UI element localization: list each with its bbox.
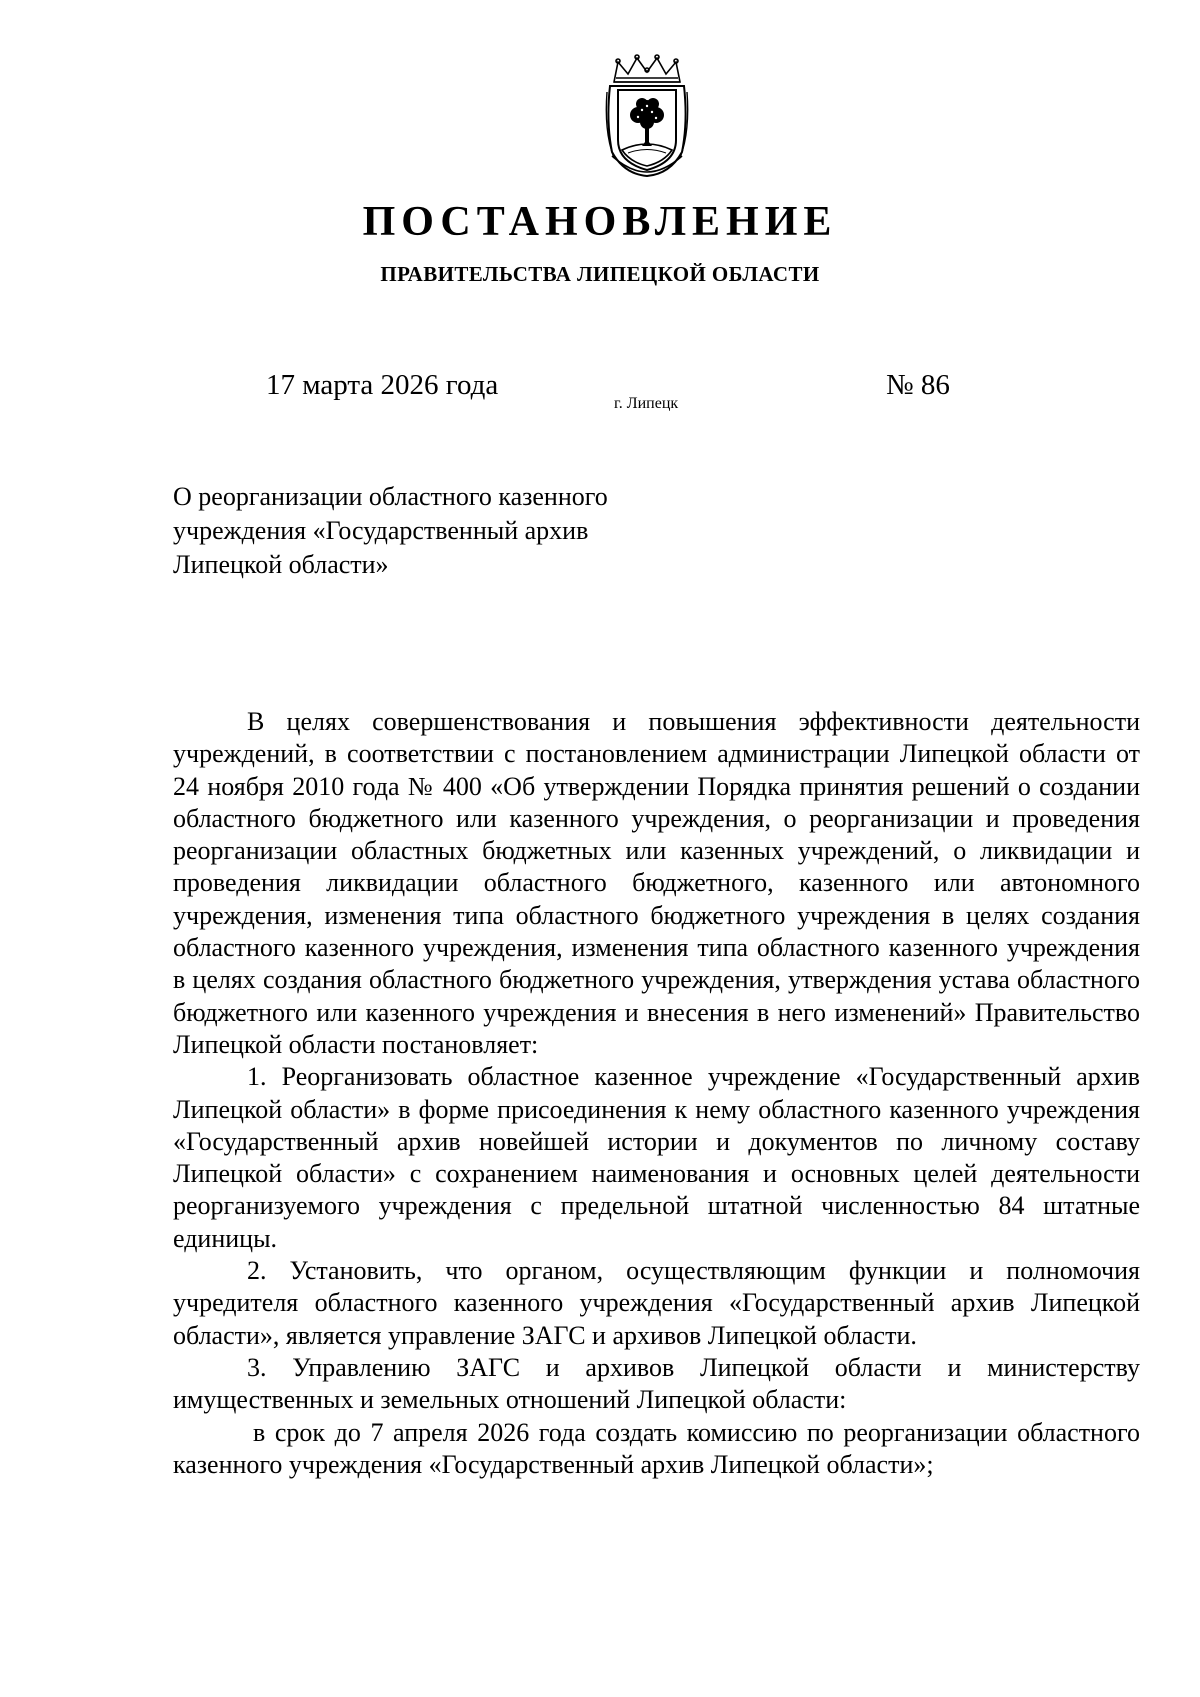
heading-line: О реорганизации областного казенного (173, 482, 608, 511)
document-body (173, 706, 1140, 1481)
item-1-paragraph: 1. Реорганизовать областное казенное учреждение «Государственный архив Липецкой области» в форме присоединения к нему областного казенного учреждения «Государственный архив новейшей истории и документов по личному составу Липецкой области» с сохранением наименования и основных целей деятельности реорганизуемого учреждения с предельной штатной численностью 84 штатные единицы. (173, 1062, 1140, 1253)
item-3-subparagraph: в срок до 7 апреля 2026 года создать комиссию по реорганизации областного казенного учреждения «Государственный архив Липецкой области»; (173, 1417, 1140, 1479)
coat-of-arms-icon (604, 52, 690, 180)
document-date: 17 марта 2026 года (266, 369, 499, 401)
document-place: г. Липецк (614, 395, 679, 412)
heading-line: Липецкой области» (173, 550, 389, 579)
heading-line: учреждения «Государственный архив (173, 516, 589, 545)
document-number: № 86 (886, 369, 950, 401)
document-subtitle: ПРАВИТЕЛЬСТВА ЛИПЕЦКОЙ ОБЛАСТИ (380, 262, 820, 286)
document-heading (173, 480, 693, 582)
item-3-paragraph: 3. Управлению ЗАГС и архивов Липецкой области и министерству имущественных и земельных отношений Липецкой области: (173, 1352, 1140, 1415)
item-2-paragraph: 2. Установить, что органом, осуществляющим функции и полномочия учредителя областного казенного учреждения «Государственный архив Липецкой области», является управление ЗАГС и архивов Липецкой области. (173, 1256, 1140, 1350)
preamble-paragraph: В целях совершенствования и повышения эффективности деятельности учреждений, в соответствии с постановлением администрации Липецкой области от 24 ноября 2010 года № 400 «Об утверждении Порядка принятия решений о создании областного бюджетного или казенного учреждения, о реорганизации и проведения реорганизации областных бюджетных или казенных учреждений, о ликвидации и проведения ликвидации областного бюджетного, казенного или автономного учреждения, изменения типа областного бюджетного учреждения в целях создания областного казенного учреждения, изменения типа областного казенного учреждения в целях создания областного бюджетного учреждения, утверждения устава областного бюджетного или казенного учреждения и внесения в него изменений» Правительство Липецкой области постановляет: (173, 707, 1140, 1059)
document-title: ПОСТАНОВЛЕНИЕ (362, 199, 838, 245)
